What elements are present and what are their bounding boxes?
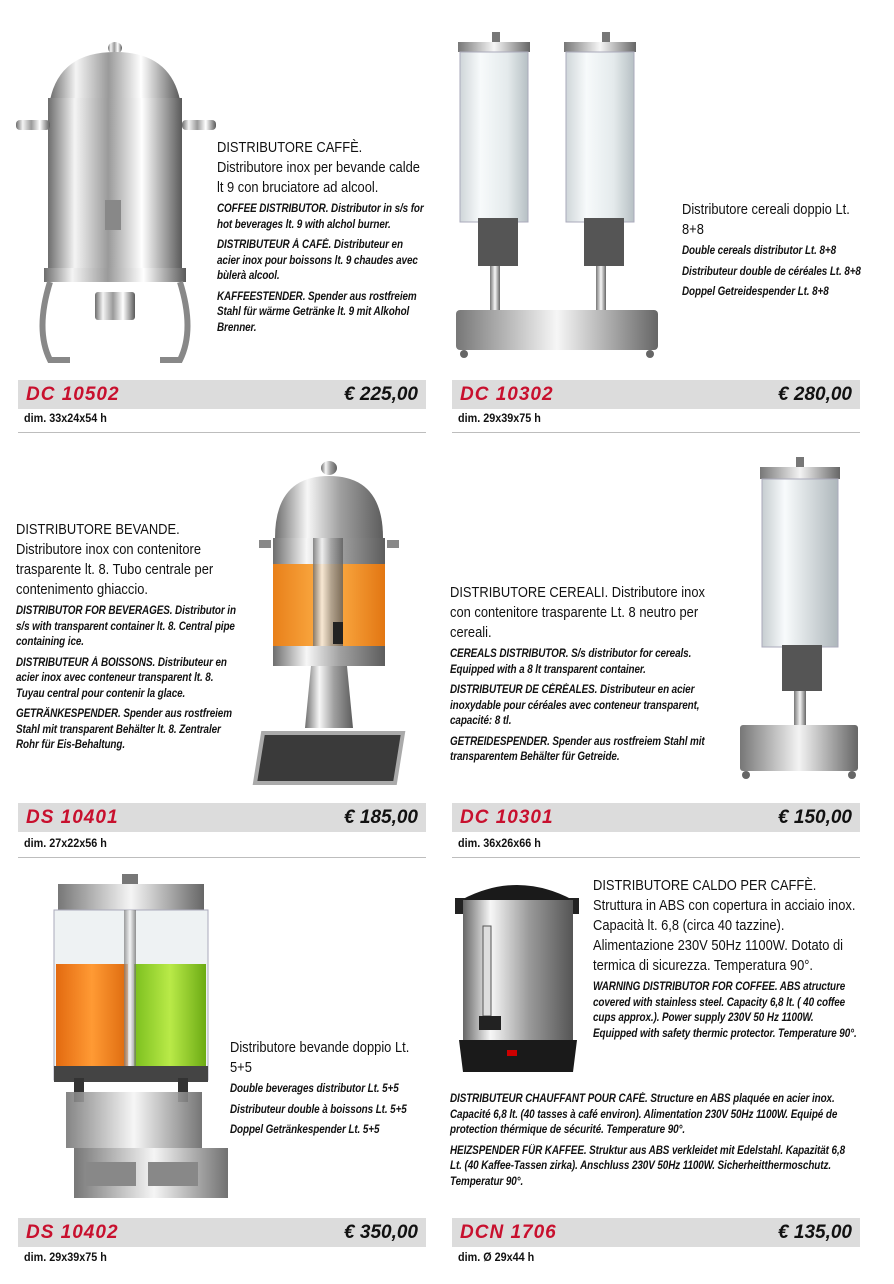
product-price: € 185,00 [344,806,418,828]
product-dimensions: dim. 33x24x54 h [24,411,107,425]
product-dimensions: dim. Ø 29x44 h [458,1250,535,1264]
product-code: DS 10401 [26,806,119,828]
double-cereal-dispenser-image [452,28,662,368]
product-desc-fr: Distributeur double à boissons Lt. 5+5 [230,1103,407,1116]
product-desc-en: Double cereals distributor Lt. 8+8 [682,245,836,257]
product-dimensions: dim. 29x39x75 h [24,1250,107,1264]
price-bar [452,380,860,409]
divider [18,857,426,858]
product-code: DS 10402 [26,1221,119,1243]
beverage-dispenser-image [245,458,415,788]
product-title: DISTRIBUTORE BEVANDE. Distributore inox con contenitore trasparente lt. 8. Tubo centrale per contenimento ghiaccio. [16,521,214,598]
price-bar [452,1218,860,1247]
product-title: DISTRIBUTORE CALDO PER CAFFÈ. Struttura in ABS con copertura in acciaio inox. Capacità lt. 6,8 (circa 40 tazzine). Alimentazione 230V 50Hz 1100W. Dotato di termica di sicurezza. Temperatura 90°. [593,877,856,974]
product-description [593,876,859,1047]
product-desc-fr: DISTRIBUTEUR À BOISSONS. Distributeur en acier inox avec conteneur transparent lt. 8. Tuyau central pour contenir la glace. [16,656,227,700]
product-desc-fr: DISTRIBUTEUR CHAUFFANT POUR CAFÉ. Structure en ABS plaquée en acier inox. Capacité 6,8 lt. (40 tasses à café environ). Alimentation 230V 50Hz 1100W. Equipé de protection thérmique de sécurité. Temperature 90°. [450,1093,838,1136]
product-title: DISTRIBUTORE CEREALI. Distributore inox con contenitore trasparente Lt. 8 neutro per cereali. [450,584,705,641]
product-description [16,520,238,759]
product-code: DC 10502 [26,383,120,405]
product-description-wide [450,1092,860,1195]
price-bar [18,380,426,409]
product-desc-en: COFFEE DISTRIBUTOR. Distributor in s/s for hot beverages lt. 9 with alchol burner. [217,203,424,231]
product-dimensions: dim. 36x26x66 h [458,836,541,850]
coffee-urn-image [10,30,220,370]
product-desc-fr: Distributeur double de céréales Lt. 8+8 [682,265,861,278]
product-desc-en: CEREALS DISTRIBUTOR. S/s distributor for cereals. Equipped with a 8 lt transparent container. [450,648,692,676]
price-bar [452,803,860,832]
product-price: € 150,00 [778,806,852,828]
product-price: € 280,00 [778,383,852,405]
product-price: € 350,00 [344,1221,418,1243]
divider [452,432,860,433]
price-bar [18,1218,426,1247]
product-desc-de: Doppel Getreidespender Lt. 8+8 [682,286,829,298]
product-code: DC 10301 [460,806,554,828]
product-title: Distributore cereali doppio Lt. 8+8 [682,201,850,238]
hot-coffee-dispenser-image [447,866,587,1086]
divider [452,857,860,858]
product-description [450,583,720,771]
product-desc-fr: DISTRIBUTEUR DE CÉRÉALES. Distributeur en acier inoxydable pour céréales avec conteneur transparent, capacité: 8 tl. [450,684,700,727]
product-description [217,138,427,341]
product-desc-de: KAFFEESTENDER. Spender aus rostfreiem Stahl für wärme Getränke lt. 9 mit Alkohol Brenner. [217,290,417,334]
product-code: DCN 1706 [460,1221,557,1243]
product-desc-de: GETREIDESPENDER. Spender aus rostfreiem Stahl mit transparentem Behälter für Getreide. [450,735,705,763]
product-desc-en: WARNING DISTRIBUTOR FOR COFFEE. ABS atructure covered with stainless steel. Capacity 6,8 lt. ( 40 coffee cups approx.). Power supply 230V 50 Hz 1100W. Equipped with safety thermic protector. Temperature 90°. [593,981,857,1040]
product-dimensions: dim. 27x22x56 h [24,836,107,850]
product-description [682,200,862,306]
divider [18,432,426,433]
product-desc-fr: DISTRIBUTEUR À CAFÉ. Distributeur en acier inox pour boissons lt. 9 chaudes avec bùlerà alcool. [217,239,418,282]
product-desc-de: GETRÄNKESPENDER. Spender aus rostfreiem Stahl mit transparent Behälter lt. 8. Zentraler Rohr für Eis-Behaltung. [16,708,232,751]
product-desc-en: DISTRIBUTOR FOR BEVERAGES. Distributor in s/s with transparent container lt. 8. Central pipe containing ice. [16,605,236,648]
product-desc-de: HEIZSPENDER FÜR KAFFEE. Struktur aus ABS verkleidet mit Edelstahl. Kapazität 6,8 Lt. (40 Kaffee-Tassen zirka). Anschluss 230V 50Hz 1100W. Sicherheitthermoschutz. Temperatur 90°. [450,1144,846,1188]
product-price: € 225,00 [344,383,418,405]
product-title: DISTRIBUTORE CAFFÈ. Distributore inox per bevande calde lt 9 con bruciatore ad alcool. [217,139,420,196]
product-desc-de: Doppel Getränkespender Lt. 5+5 [230,1124,380,1136]
double-beverage-dispenser-image [38,872,228,1202]
cereal-dispenser-image [738,455,863,785]
product-dimensions: dim. 29x39x75 h [458,411,541,425]
product-description [230,1038,410,1144]
product-code: DC 10302 [460,383,554,405]
product-title: Distributore bevande doppio Lt. 5+5 [230,1039,410,1076]
price-bar [18,803,426,832]
product-price: € 135,00 [778,1221,852,1243]
product-desc-en: Double beverages distributor Lt. 5+5 [230,1083,399,1095]
